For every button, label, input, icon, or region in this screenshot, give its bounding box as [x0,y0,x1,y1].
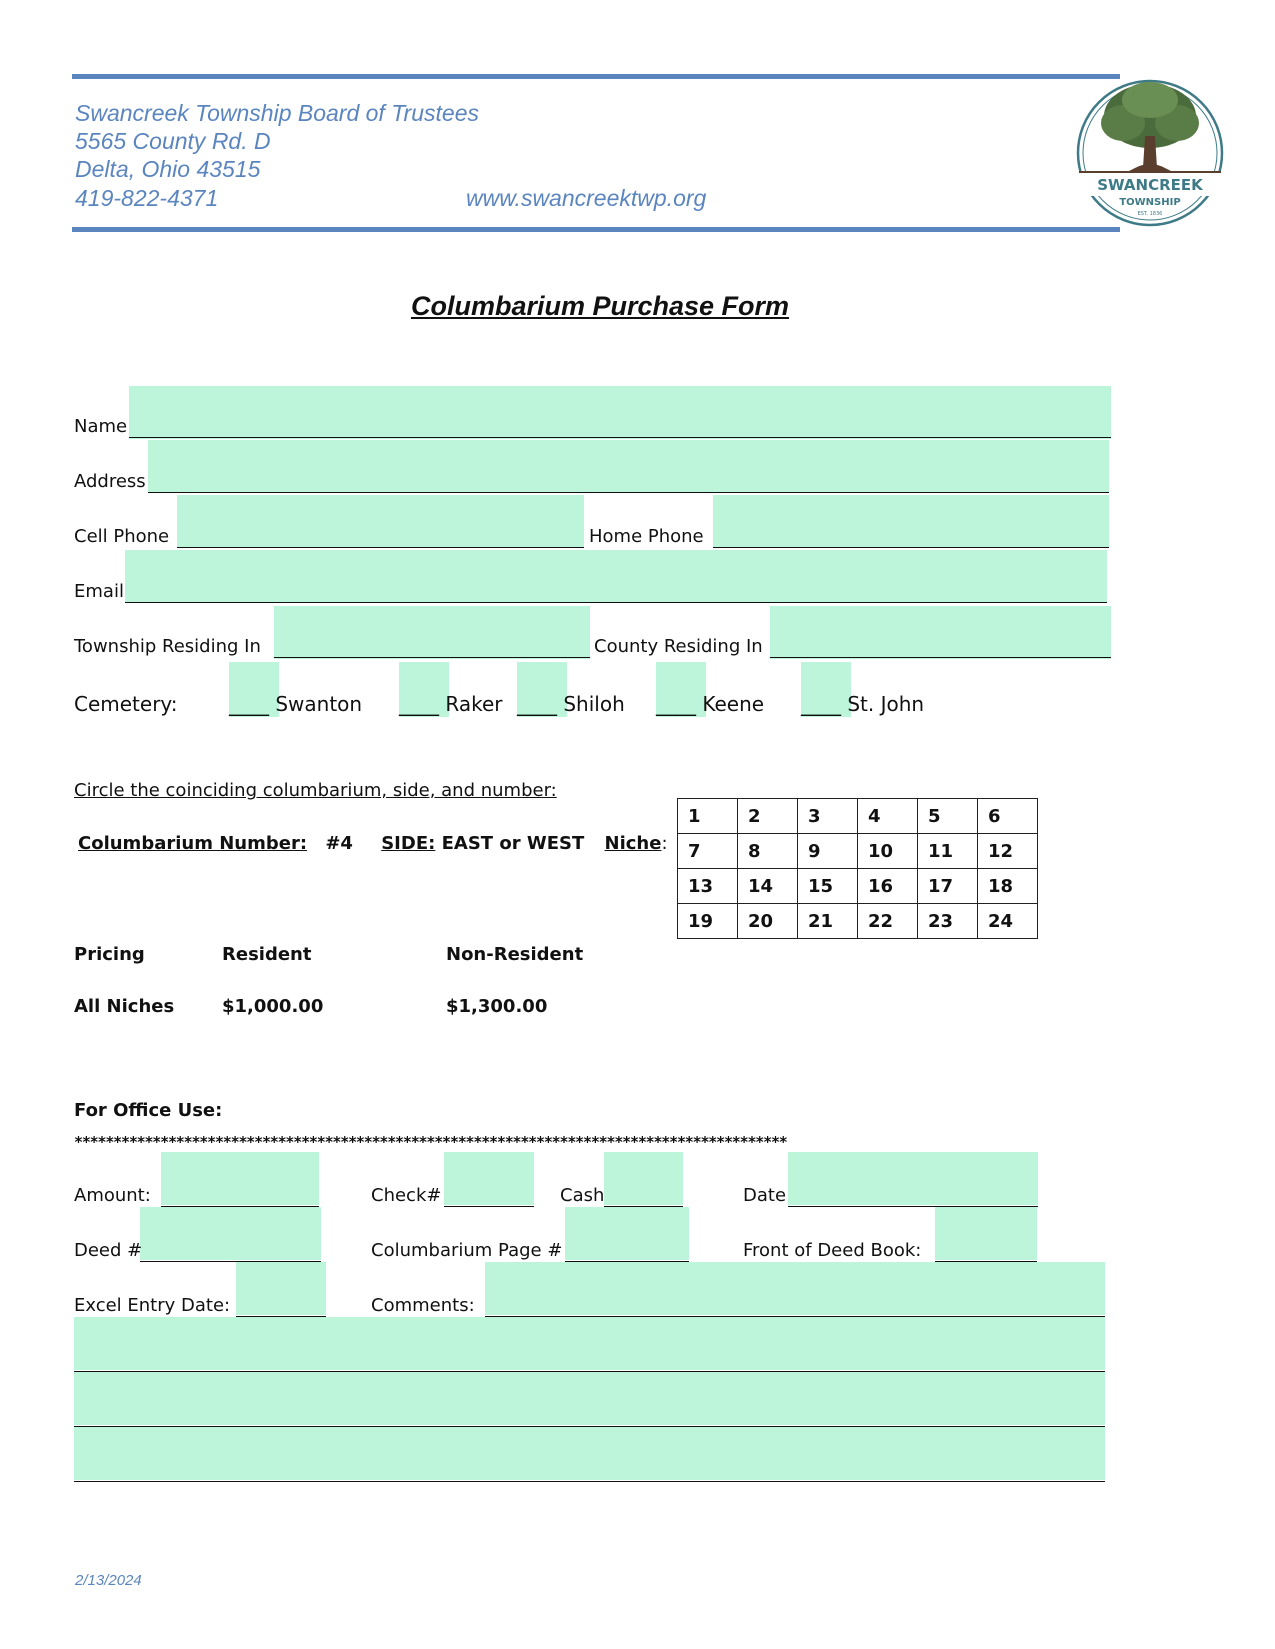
columbarium-number-label: Columbarium Number: [78,833,308,854]
email-field[interactable] [125,550,1107,603]
excel-entry-date-underline [236,1316,326,1317]
home-phone-label: Home Phone [589,526,704,547]
org-name: Swancreek Township Board of Trustees [75,100,479,126]
township-logo [1075,68,1225,230]
niche-cell[interactable]: 16 [858,869,918,904]
niche-cell[interactable]: 18 [978,869,1038,904]
niche-cell[interactable]: 2 [738,799,798,834]
township-label: Township Residing In [74,636,261,657]
svg-text:SWANCREEK: SWANCREEK [1097,176,1203,194]
county-label: County Residing In [594,636,763,657]
form-title: Columbarium Purchase Form [410,291,790,321]
pricing-row-label: All Niches [74,996,175,1017]
cell-phone-label: Cell Phone [74,526,170,547]
county-underline [770,657,1111,658]
comments-line-4[interactable] [74,1427,1105,1480]
columbarium-page-field[interactable] [565,1207,689,1260]
comments-field[interactable] [485,1262,1105,1315]
comments-underline [485,1316,1105,1317]
comments-underline-4 [74,1481,1105,1482]
date-field[interactable] [788,1152,1038,1205]
header-top-rule [72,74,1120,79]
tree-icon [1075,68,1225,230]
cemetery-option-stjohn: ____ St. John [801,692,925,716]
front-of-deed-book-label: Front of Deed Book: [743,1240,922,1261]
columbarium-page-underline [565,1261,689,1262]
niche-colon: : [661,833,668,854]
org-website: www.swancreektwp.org [466,185,707,211]
address-field[interactable] [148,440,1109,493]
niche-cell[interactable]: 6 [978,799,1038,834]
svg-text:EST. 1836: EST. 1836 [1137,211,1163,217]
address-underline [148,492,1109,493]
cemetery-option-raker: ____ Raker [399,692,503,716]
comments-line-2[interactable] [74,1317,1105,1370]
niche-cell[interactable]: 14 [738,869,798,904]
pricing-nonresident-header: Non-Resident [446,944,584,965]
township-field[interactable] [274,606,590,659]
svg-text:TOWNSHIP: TOWNSHIP [1119,197,1181,208]
office-use-heading: For Office Use: [74,1100,223,1121]
header-bottom-rule [72,227,1120,232]
name-label: Name [74,416,128,437]
deed-underline [140,1261,321,1262]
niche-cell[interactable]: 1 [678,799,738,834]
niche-cell[interactable]: 3 [798,799,858,834]
cell-phone-field[interactable] [177,495,584,548]
amount-underline [161,1206,319,1207]
check-underline [444,1206,534,1207]
niche-label: Niche [604,833,662,854]
niche-row [678,834,1038,869]
cemetery-option-swanton: ____ Swanton [229,692,363,716]
niche-row [678,869,1038,904]
date-underline [788,1206,1038,1207]
niche-cell[interactable]: 12 [978,834,1038,869]
office-use-divider: ******************************************************************************************* [74,1133,787,1151]
niche-row [678,904,1038,939]
niche-cell[interactable]: 24 [978,904,1038,939]
excel-entry-date-label: Excel Entry Date: [74,1295,231,1316]
address-label: Address [74,471,146,492]
email-label: Email [74,581,124,602]
niche-row [678,799,1038,834]
columbarium-page-label: Columbarium Page # [371,1240,563,1261]
excel-entry-date-field[interactable] [236,1262,326,1315]
footer-date: 2/13/2024 [75,1572,142,1589]
deed-label: Deed # [74,1240,143,1261]
niche-cell[interactable]: 15 [798,869,858,904]
amount-field[interactable] [161,1152,319,1205]
side-value: EAST or WEST [441,833,585,854]
side-label: SIDE: [381,833,436,854]
niche-cell[interactable]: 22 [858,904,918,939]
comments-label: Comments: [371,1295,475,1316]
name-field[interactable] [129,386,1111,439]
cemetery-label: Cemetery: [74,692,178,716]
niche-grid [677,798,1038,939]
niche-cell[interactable]: 20 [738,904,798,939]
pricing-resident-header: Resident [222,944,312,965]
cell-phone-underline [177,547,584,548]
name-underline [129,437,1111,438]
org-phone: 419-822-4371 [75,185,219,211]
check-label: Check# [371,1185,442,1206]
org-city: Delta, Ohio 43515 [75,156,261,182]
deed-field[interactable] [140,1207,321,1260]
cash-label: Cash [560,1185,605,1206]
niche-cell[interactable]: 7 [678,834,738,869]
niche-cell[interactable]: 5 [918,799,978,834]
email-underline [125,602,1107,603]
niche-cell[interactable]: 17 [918,869,978,904]
home-phone-field[interactable] [713,495,1109,548]
niche-cell[interactable]: 10 [858,834,918,869]
date-label: Date [743,1185,787,1206]
amount-label: Amount: [74,1185,151,1206]
cash-field[interactable] [604,1152,683,1205]
home-phone-underline [713,547,1109,548]
cemetery-option-shiloh: ____ Shiloh [517,692,625,716]
niche-cell[interactable]: 4 [858,799,918,834]
comments-underline-3 [74,1426,1105,1427]
niche-cell[interactable]: 9 [798,834,858,869]
niche-cell[interactable]: 21 [798,904,858,939]
front-of-deed-book-underline [935,1261,1037,1262]
niche-cell[interactable]: 19 [678,904,738,939]
cash-underline [604,1206,683,1207]
circle-instruction: Circle the coinciding columbarium, side, and number: [74,780,557,801]
nonresident-price: $1,300.00 [446,996,548,1017]
pricing-label: Pricing [74,944,145,965]
front-of-deed-book-field[interactable] [935,1207,1037,1260]
resident-price: $1,000.00 [222,996,324,1017]
columbarium-number-value: #4 [325,833,353,854]
comments-line-3[interactable] [74,1372,1105,1425]
org-street: 5565 County Rd. D [75,128,271,154]
comments-underline-2 [74,1371,1105,1372]
niche-cell[interactable]: 13 [678,869,738,904]
niche-cell[interactable]: 8 [738,834,798,869]
columbarium-selection [74,833,668,854]
cemetery-option-keene: ____ Keene [656,692,765,716]
niche-cell[interactable]: 11 [918,834,978,869]
check-field[interactable] [444,1152,534,1205]
niche-cell[interactable]: 23 [918,904,978,939]
county-field[interactable] [770,606,1111,659]
township-underline [274,657,590,658]
